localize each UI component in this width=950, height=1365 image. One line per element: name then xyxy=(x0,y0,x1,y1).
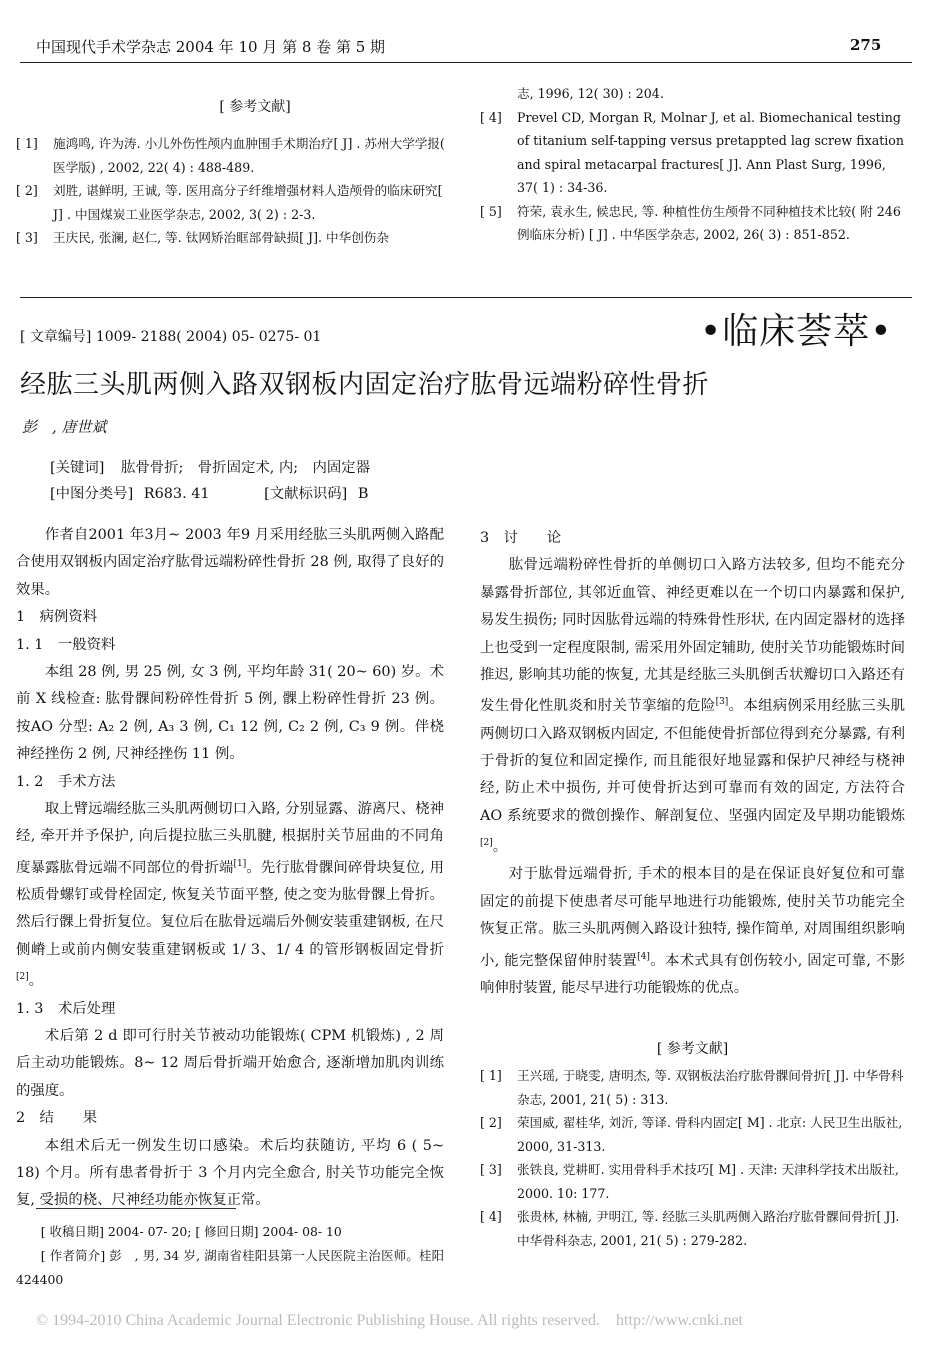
article-title: 经肱三头肌两侧入路双钢板内固定治疗肱骨远端粉碎性骨折 xyxy=(20,370,710,400)
keywords: 肱骨骨折; 骨折固定术, 内; 内固定器 xyxy=(120,460,371,476)
section-1-2-heading: 1. 2 手术方法 xyxy=(16,773,116,790)
ref-num: [ 2] xyxy=(480,1115,502,1130)
discussion-paragraph-2 xyxy=(480,861,905,1002)
classification-line xyxy=(50,481,368,507)
section-1-3-heading: 1. 3 术后处理 xyxy=(16,1000,116,1017)
ref-num: [ 2] xyxy=(16,183,38,198)
refs-list xyxy=(480,1064,905,1252)
ref-item xyxy=(480,106,905,200)
ref-text: 荣国威, 翟桂华, 刘沂, 等译. 骨科内固定[ M] . 北京: 人民卫生出版社, 2000, 31-313. xyxy=(517,1115,903,1154)
citation: [3] xyxy=(715,697,729,708)
clc-code: R683. 41 xyxy=(143,486,210,502)
author-bio: [ 作者简介] 彭 , 男, 34 岁, 湖南省桂阳县第一人民医院主治医师。桂阳 424400 xyxy=(16,1248,457,1287)
footnote-rule xyxy=(36,1208,236,1209)
doc-code-label: [文献标识码] xyxy=(264,486,348,502)
text-run: 。本术式具有创伤较小, 固定可靠, 不影响伸肘装置, 能尽早进行功能锻炼的优点。 xyxy=(480,952,905,996)
copyright-footer: © 1994-2010 China Academic Journal Electronic Publishing House. All rights reserved. http://www.cnki.net xyxy=(36,1312,743,1329)
ref-item xyxy=(480,200,905,247)
received-date: [ 收稿日期] 2004- 07- 20; [ 修回日期] 2004- 08- 10 xyxy=(40,1224,342,1239)
discussion-paragraph-1 xyxy=(480,552,905,861)
top-refs-title: [ 参考文献] xyxy=(219,99,291,115)
ref-item xyxy=(16,132,446,179)
text-run: 。先行肱骨髁间碎骨块复位, 用松质骨螺钉或骨栓固定, 恢复关节面平整, 使之变为肱骨髁上骨折。然后行髁上骨折复位。复位后在肱骨远端后外侧安装重建钢板, 在尺侧嵴上或前内侧安装重建钢板或 1/ 3、1/ 4 的管形钢板固定骨折 xyxy=(16,859,444,958)
right-column xyxy=(480,525,905,1002)
text-run: 取上臂远端经肱三头肌两侧切口入路, 分别显露、游离尺、桡神经, 牵开并予保护, 向后提拉肱三头肌腱, 根据肘关节屈曲的不同角度暴露肱骨远端不同部位的骨折端 xyxy=(16,801,444,876)
top-refs-left xyxy=(16,132,446,250)
text-run: 。本组病例采用经肱三头肌两侧切口入路双钢板内固定, 不但能使骨折部位得到充分暴露, 有利于骨折的复位和固定操作, 而且能很好地显露和保护尺神经与桡神经, 防止术中损伤, 并可使骨折达到可靠而有效的固定, 方法符合 AO 系统要求的微创操作、解剖复位、坚强内固定及早期功能锻炼 xyxy=(480,698,905,824)
ref-item xyxy=(480,1064,905,1111)
ref-item xyxy=(480,1205,905,1252)
citation: [2] xyxy=(16,972,29,983)
ref-num: [ 3] xyxy=(480,1162,502,1177)
section-3-heading: 3 讨 论 xyxy=(480,530,562,546)
intro-paragraph: 作者自2001 年3月~ 2003 年9 月采用经肱三头肌两侧入路配合使用双钢板内固定治疗肱骨远端粉碎性骨折 28 例, 取得了良好的效果。 xyxy=(16,527,444,598)
section-2-paragraph: 本组术后无一例发生切口感染。术后均获随访, 平均 6 ( 5~ 18) 个月。所有患者骨折于 3 个月内完全愈合, 肘关节功能完全恢复, 受损的桡、尺神经功能亦恢复正常。 xyxy=(16,1137,444,1209)
authors: 彭 , 唐世斌 xyxy=(22,418,107,436)
ref-num: [ 3] xyxy=(16,230,38,245)
section-1-1-paragraph: 本组 28 例, 男 25 例, 女 3 例, 平均年龄 31( 20~ 60) 岁。术前 X 线检查: 肱骨髁间粉碎性骨折 5 例, 髁上粉碎性骨折 23 例。按AO 分型: A₂ 2 例, A₃ 3 例, C₁ 12 例, C₂ 2 例, C₃ 9 例。伴桡神经挫伤 2 例, 尺神经挫伤 11 例。 xyxy=(16,664,444,763)
page-number: 275 xyxy=(850,36,882,54)
section-1-3-paragraph: 术后第 2 d 即可行肘关节被动功能锻炼( CPM 机锻炼) , 2 周后主动功能锻炼。8~ 12 周后骨折端开始愈合, 逐渐增加肌肉训练的强度。 xyxy=(16,1027,444,1099)
ref-text: 王兴瑶, 于晓雯, 唐明杰, 等. 双钢板法治疗肱骨髁间骨折[ J]. 中华骨科杂志, 2001, 21( 5) : 313. xyxy=(517,1068,904,1107)
ref-num: [ 4] xyxy=(480,109,502,125)
ref-item xyxy=(16,179,446,226)
journal-header: 中国现代手术学杂志 2004 年 10 月 第 8 卷 第 5 期 xyxy=(36,38,386,56)
section-label: •临床荟萃• xyxy=(700,311,893,352)
section-1-heading: 1 病例资料 xyxy=(16,609,98,626)
ref-text: 刘胜, 谌鲜明, 王诚, 等. 医用高分子纤维增强材料人造颅骨的临床研究[ J] . 中国煤炭工业医学杂志, 2002, 3( 2) : 2-3. xyxy=(53,183,443,222)
ref-text: 符荣, 袁永生, 候忠民, 等. 种植性仿生颅骨不同种植技术比较( 附 246 例临床分析) [ J] . 中华医学杂志, 2002, 26( 3) : 851-852. xyxy=(517,203,901,242)
keywords-label: [关键词] xyxy=(50,460,105,476)
ref-item xyxy=(16,226,446,250)
ref-num: [ 5] xyxy=(480,203,502,219)
top-refs-right xyxy=(480,82,905,247)
citation: [4] xyxy=(637,951,650,962)
section-1-1-heading: 1. 1 一般资料 xyxy=(16,636,116,653)
ref-text: 张铁良, 党耕町. 实用骨科手术技巧[ M] . 天津: 天津科学技术出版社, 2000. 10: 177. xyxy=(517,1162,899,1201)
section-2-heading: 2 结 果 xyxy=(16,1110,98,1127)
header-rule xyxy=(20,62,912,63)
ref-text: 施鸿鸣, 许为涛. 小儿外伤性颅内血肿围手术期治疗[ J] . 苏州大学学报( 医学版) , 2002, 22( 4) : 488-489. xyxy=(53,136,445,175)
ref-text: 志, 1996, 12( 30) : 204. xyxy=(517,86,664,101)
ref-item-continued xyxy=(480,82,905,106)
doc-code: B xyxy=(357,486,369,502)
citation: [2] xyxy=(480,838,493,849)
ref-item xyxy=(480,1111,905,1158)
text-run: 肱骨远端粉碎性骨折的单侧切口入路方法较多, 但均不能充分暴露骨折部位, 其邻近血管、神经更难以在一个切口内暴露和保护, 易发生损伤; 同时因肱骨远端的特殊骨性形状, 在内固定器材的选择上也受到一定程度限制, 需采用外固定辅助, 使肘关节功能锻炼时间推迟, 影响其功能的恢复, 尤其是经肱三头肌倒舌状瓣切口入路还有发生骨化性肌炎和肘关节挛缩的危险 xyxy=(480,557,905,715)
text-run: 对于肱骨远端骨折, 手术的根本目的是在保证良好复位和可靠固定的前提下使患者尽可能早地进行功能锻炼, 使肘关节功能完全恢复正常。肱三头肌两侧入路设计独特, 操作简单, 对周围组织影响小, 能完整保留伸肘装置 xyxy=(480,866,905,969)
clc-label: [中图分类号] xyxy=(50,486,134,502)
ref-text: 王庆民, 张澜, 赵仁, 等. 钛网矫治眶部骨缺损[ J]. 中华创伤杂 xyxy=(53,230,389,245)
ref-num: [ 1] xyxy=(480,1068,502,1083)
keywords-line xyxy=(50,455,370,481)
refs-title: [ 参考文献] xyxy=(656,1041,729,1057)
article-number: [ 文章编号] 1009- 2188( 2004) 05- 0275- 01 xyxy=(20,329,322,345)
left-column xyxy=(16,522,444,1215)
ref-text: 张贵林, 林楠, 尹明江, 等. 经肱三头肌两侧入路治疗肱骨髁间骨折[ J]. 中华骨科杂志, 2001, 21( 5) : 279-282. xyxy=(517,1209,900,1248)
ref-text: Prevel CD, Morgan R, Molnar J, et al. Biomechanical testing of titanium self-tapping versus pretappted lag screw fixation and spiral metacarpal fractures[ J]. Ann Plast Surg, 1996, 37( 1) : 34-36. xyxy=(517,109,905,195)
ref-item xyxy=(480,1158,905,1205)
text-run: 。 xyxy=(28,973,44,990)
article-divider xyxy=(20,297,912,298)
text-run: 。 xyxy=(492,839,508,856)
citation: [1] xyxy=(233,858,247,869)
ref-num: [ 1] xyxy=(16,136,38,151)
ref-num: [ 4] xyxy=(480,1209,502,1224)
section-1-2-paragraph xyxy=(16,796,444,995)
